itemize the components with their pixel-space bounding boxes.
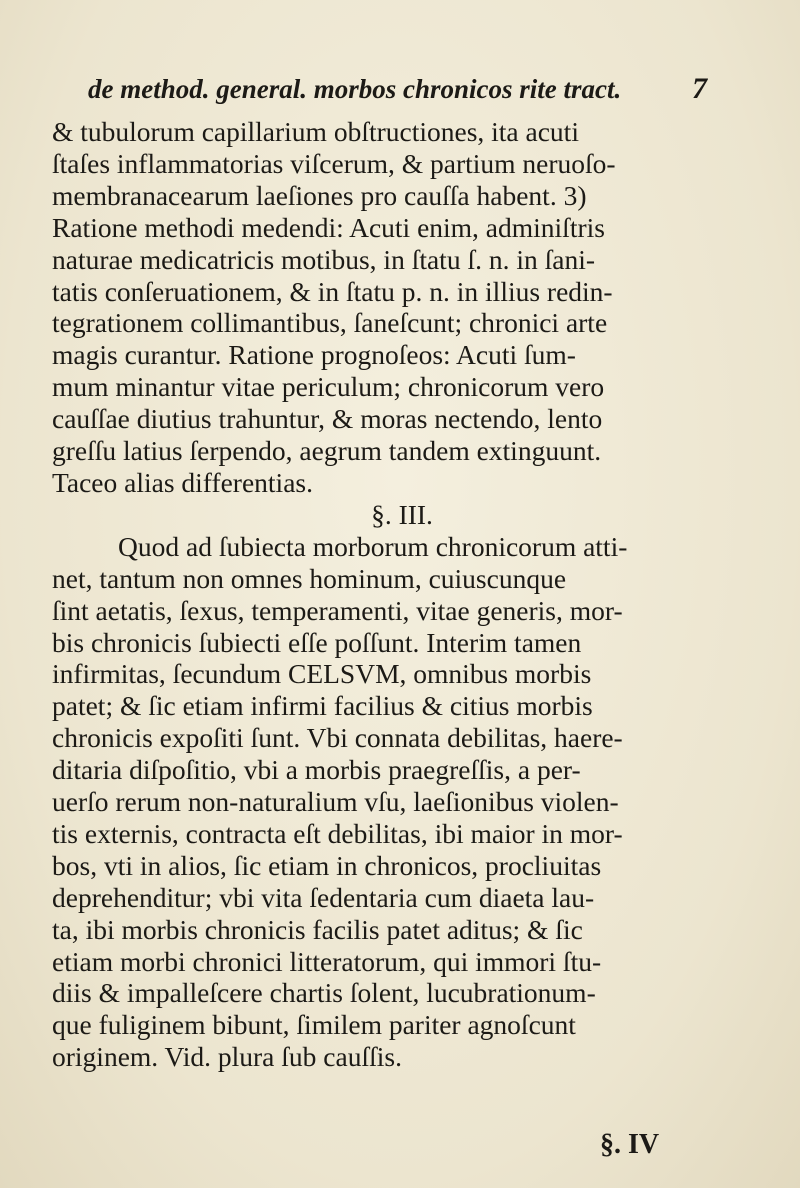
- text-line: ſint aetatis, ſexus, temperamenti, vitae generis, mor-: [52, 594, 623, 626]
- text-line: Taceo alias differentias.: [52, 466, 313, 498]
- text-line: tis externis, contracta eſt debilitas, ibi maior in mor-: [52, 817, 623, 849]
- text-line: Ratione methodi medendi: Acuti enim, adminiſtris: [52, 211, 605, 243]
- running-title: de method. general. morbos chronicos rite tract.: [88, 74, 622, 104]
- text-line-first: Quod ad ſubiecta morborum chronicorum atti-: [118, 530, 628, 562]
- text-line: infirmitas, ſecundum CELSVM, omnibus morbis: [52, 658, 592, 690]
- text-line: greſſu latius ſerpendo, aegrum tandem extinguunt.: [52, 435, 602, 467]
- section-heading: §. III.: [371, 498, 433, 530]
- text-line: etiam morbi chronici litteratorum, qui immori ſtu-: [52, 945, 602, 977]
- text-line: mum minantur vitae periculum; chronicorum vero: [52, 371, 605, 403]
- text-line: que fuliginem bibunt, ſimilem pariter agnoſcunt: [52, 1009, 576, 1041]
- text-line: magis curantur. Ratione prognoſeos: Acuti ſum-: [52, 339, 576, 371]
- text-line: originem. Vid. plura ſub cauſſis.: [52, 1041, 402, 1073]
- paragraph-section-iii: [52, 531, 742, 1073]
- text-line: tegrationem collimantibus, ſaneſcunt; chronici arte: [52, 307, 608, 339]
- catchword: §. IV: [600, 1129, 660, 1160]
- text-line: chronicis expoſiti ſunt. Vbi connata debilitas, haere-: [52, 722, 623, 754]
- text-line: membranacearum laeſiones pro cauſſa habent. 3): [52, 179, 587, 211]
- text-line: diis & impalleſcere chartis ſolent, lucubrationum-: [52, 977, 596, 1009]
- text-line: ſtaſes inflammatorias viſcerum, & partium neruoſo-: [52, 147, 616, 179]
- text-line: naturae medicatricis motibus, in ſtatu ſ. n. in ſani-: [52, 243, 595, 275]
- page-number: 7: [692, 72, 707, 105]
- text-line: deprehenditur; vbi vita ſedentaria cum diaeta lau-: [52, 881, 595, 913]
- text-line: & tubulorum capillarium obſtructiones, ita acuti: [52, 116, 579, 147]
- paragraph-section-ii-end: [52, 116, 742, 499]
- text-line: bos, vti in alios, ſic etiam in chronicos, procliuitas: [52, 849, 602, 881]
- text-line: ta, ibi morbis chronicis facilis patet aditus; & ſic: [52, 913, 583, 945]
- text-line: patet; & ſic etiam infirmi facilius & citius morbis: [52, 690, 593, 722]
- text-line: net, tantum non omnes hominum, cuiuscunque: [52, 562, 567, 594]
- text-line: ditaria diſpoſitio, vbi a morbis praegreſſis, a per-: [52, 754, 581, 786]
- text-line: tatis conſeruationem, & in ſtatu p. n. in illius redin-: [52, 275, 613, 307]
- body-text: [52, 116, 742, 1073]
- text-line: cauſſae diutius trahuntur, & moras nectendo, lento: [52, 403, 603, 435]
- text-line: uerſo rerum non-naturalium vſu, laeſionibus violen-: [52, 786, 619, 818]
- text-line: bis chronicis ſubiecti eſſe poſſunt. Interim tamen: [52, 626, 582, 658]
